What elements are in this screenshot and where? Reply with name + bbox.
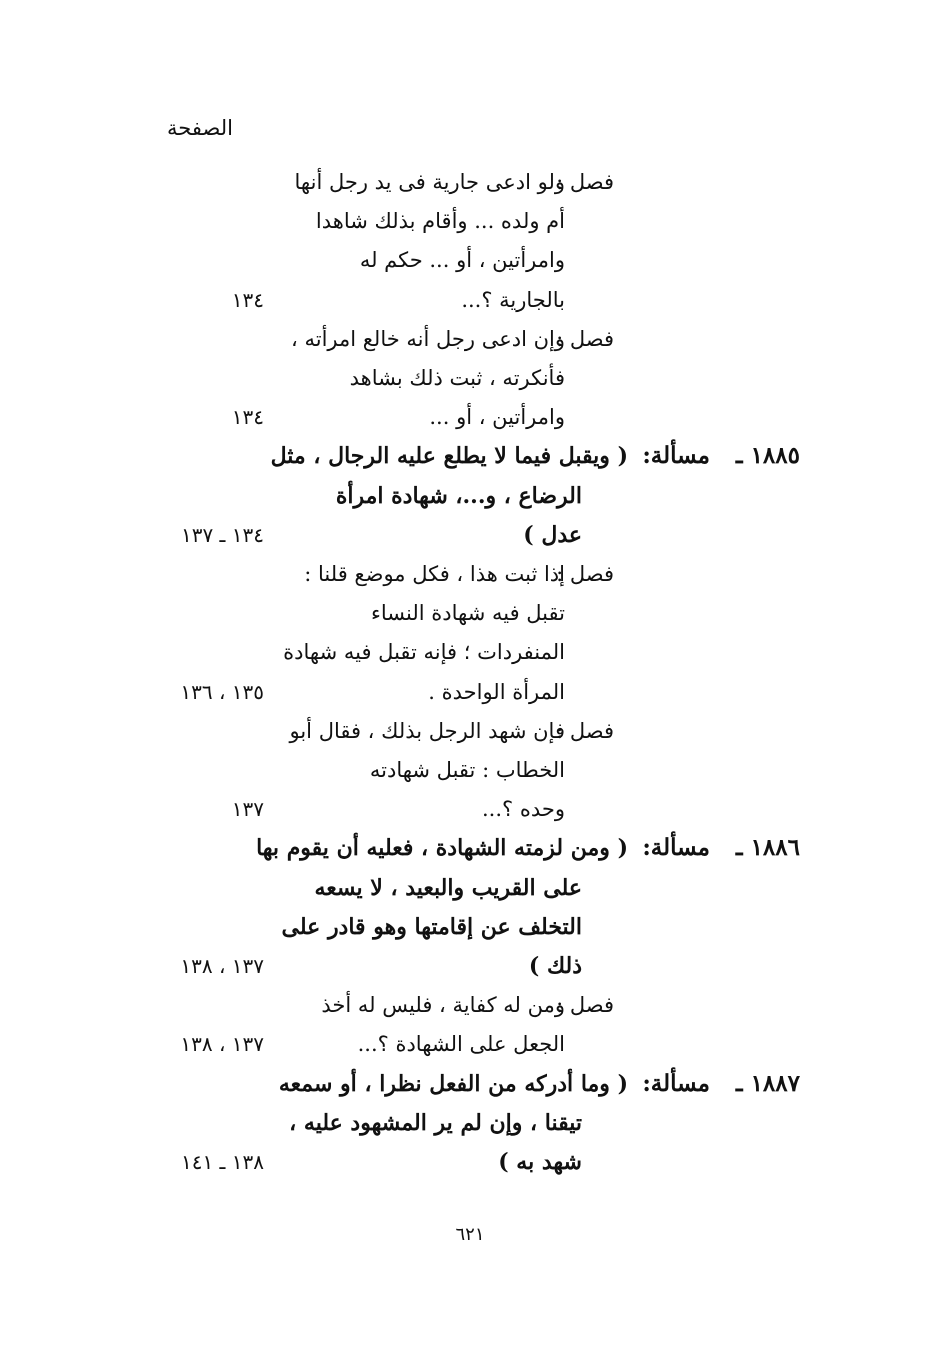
masala-continuation: التخلف عن إقامتها وهو قادر على — [281, 913, 582, 940]
fasl-text: ومن له كفاية ، فليس له أخذ — [321, 993, 565, 1018]
fasl-continuation: بالجارية ؟... — [461, 287, 565, 312]
page-reference: ١٣٥ ، ١٣٦ — [180, 679, 264, 704]
index-line — [0, 1103, 940, 1143]
fasl-continuation: المرأة الواحدة . — [428, 679, 565, 704]
page-reference: ١٣٧ ، ١٣٨ — [180, 1032, 264, 1057]
fasl-continuation: الجعل على الشهادة ؟... — [357, 1032, 565, 1057]
masala-continuation: تيقنا ، وإن لم ير المشهود عليه ، — [289, 1109, 582, 1136]
masala-number: ١٨٨٥ ـ — [735, 442, 800, 470]
index-line — [0, 436, 940, 476]
page-column-header: الصفحة — [167, 116, 233, 140]
index-line — [0, 946, 940, 986]
masala-text: ( وما أدركه من الفعل نظرا ، أو سمعه — [278, 1070, 628, 1097]
page-reference: ١٣٤ ـ ١٣٧ — [180, 522, 264, 547]
fasl-continuation: فأنكرته ، ثبت ذلك بشاهد — [349, 366, 565, 390]
fasl-text: وإن ادعى رجل أنه خالع امرأته ، — [291, 326, 565, 351]
index-line — [0, 593, 940, 633]
index-line — [0, 280, 940, 320]
index-line — [0, 632, 940, 672]
masala-continuation: عدل ) — [523, 521, 582, 548]
index-line — [0, 985, 940, 1025]
index-line — [0, 358, 940, 398]
index-line — [0, 319, 940, 359]
fasl-continuation: وحده ؟... — [482, 797, 565, 822]
index-line — [0, 162, 940, 202]
index-line — [0, 554, 940, 594]
masala-label: مسألة: — [642, 834, 710, 862]
fasl-label: فصل : — [556, 562, 614, 586]
masala-label: مسألة: — [642, 1069, 710, 1097]
masala-number: ١٨٨٦ ـ — [735, 834, 800, 862]
index-line — [0, 789, 940, 829]
fasl-continuation: الخطاب : تقبل شهادته — [369, 758, 565, 782]
fasl-continuation: وامرأتين ، أو ... — [429, 405, 565, 430]
fasl-continuation: أم ولده ... وأقام بذلك شاهدا — [315, 209, 565, 234]
fasl-continuation: تقبل فيه شهادة النساء — [371, 601, 565, 626]
index-line — [0, 515, 940, 555]
index-line — [0, 672, 940, 712]
page-reference: ١٣٤ — [231, 405, 264, 430]
index-line — [0, 828, 940, 868]
masala-continuation: شهد به ) — [498, 1149, 582, 1175]
fasl-text: فإن شهد الرجل بذلك ، فقال أبو — [289, 718, 565, 743]
fasl-text: إذا ثبت هذا ، فكل موضع قلنا : — [304, 562, 565, 586]
masala-text: ( ومن لزمته الشهادة ، فعليه أن يقوم بها — [256, 835, 628, 862]
fasl-label: فصل : — [556, 993, 614, 1018]
page-reference: ١٣٧ ، ١٣٨ — [180, 954, 264, 978]
page-reference: ١٣٨ ـ ١٤١ — [180, 1150, 264, 1174]
index-line — [0, 1142, 940, 1182]
index-line — [0, 1024, 940, 1064]
index-line — [0, 397, 940, 437]
fasl-continuation: المنفردات ؛ فإنه تقبل فيه شهادة — [283, 640, 565, 665]
page-number: ٦٢١ — [455, 1224, 485, 1245]
index-line — [0, 1064, 940, 1104]
masala-label: مسألة: — [642, 442, 710, 470]
page-reference: ١٣٤ — [231, 287, 264, 312]
index-line — [0, 868, 940, 908]
index-line — [0, 476, 940, 516]
masala-continuation: الرضاع ، و...، شهادة امرأة — [335, 482, 582, 509]
page-reference: ١٣٧ — [231, 797, 264, 822]
fasl-text: ولو ادعى جارية فى يد رجل أنها — [294, 170, 565, 194]
masala-number: ١٨٨٧ ـ — [735, 1069, 800, 1097]
index-line — [0, 240, 940, 280]
masala-continuation: ذلك ) — [528, 953, 582, 979]
fasl-label: فصل : — [556, 718, 614, 743]
index-line — [0, 907, 940, 947]
fasl-label: فصل : — [556, 170, 614, 194]
fasl-label: فصل : — [556, 326, 614, 351]
masala-continuation: على القريب والبعيد ، لا يسعه — [314, 874, 582, 901]
index-line — [0, 201, 940, 241]
index-line — [0, 711, 940, 751]
fasl-continuation: وامرأتين ، أو ... حكم له — [359, 248, 565, 273]
masala-text: ( ويقبل فيما لا يطلع عليه الرجال ، مثل — [270, 443, 628, 470]
index-line — [0, 750, 940, 790]
